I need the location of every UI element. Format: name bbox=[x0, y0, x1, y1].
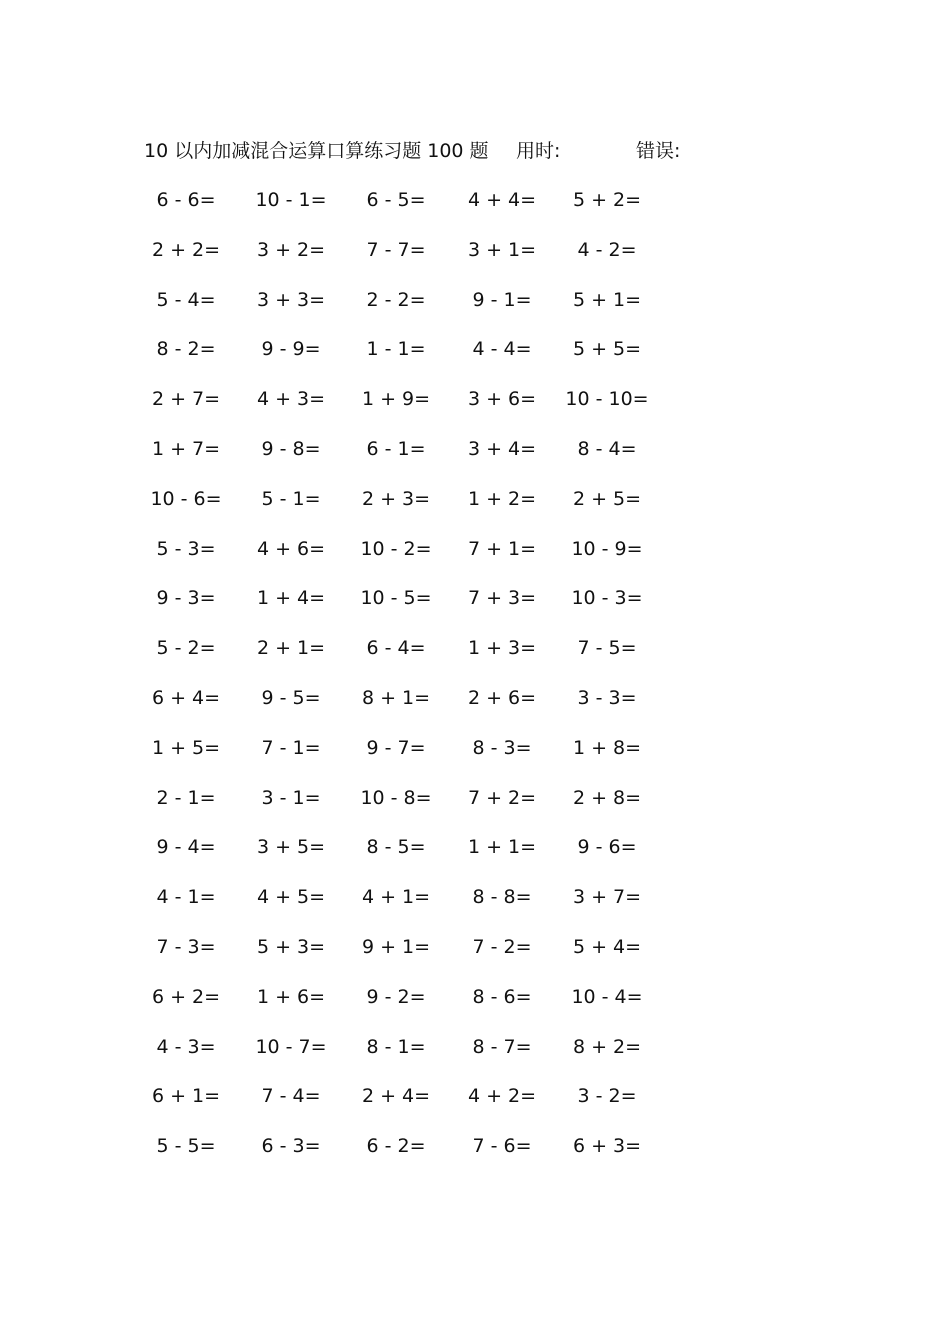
problem-item: 8 - 8= bbox=[472, 886, 532, 909]
problem-item: 10 - 7= bbox=[255, 1035, 327, 1058]
problem-item: 9 - 5= bbox=[261, 686, 321, 709]
problem-item: 4 - 4= bbox=[472, 338, 532, 361]
problem-item: 7 + 3= bbox=[467, 587, 537, 610]
problem-item: 6 - 1= bbox=[366, 437, 426, 460]
problem-item: 5 + 2= bbox=[572, 189, 642, 211]
problem-item: 4 + 3= bbox=[256, 388, 326, 411]
problem-item: 8 - 7= bbox=[472, 1035, 532, 1058]
problem-item: 8 - 5= bbox=[366, 836, 426, 859]
problem-item: 4 + 4= bbox=[467, 189, 537, 211]
problem-item: 6 + 4= bbox=[151, 686, 221, 709]
problem-item: 2 + 3= bbox=[361, 487, 431, 510]
problem-item: 1 + 6= bbox=[256, 985, 326, 1008]
problem-row bbox=[140, 435, 680, 485]
problem-item: 10 - 5= bbox=[360, 587, 432, 610]
problem-item: 9 - 7= bbox=[366, 736, 426, 759]
problem-item: 6 + 2= bbox=[151, 985, 221, 1008]
problem-item: 9 - 4= bbox=[156, 836, 216, 859]
problem-item: 2 + 1= bbox=[256, 637, 326, 660]
problem-row bbox=[140, 1082, 680, 1132]
problem-item: 4 + 5= bbox=[256, 886, 326, 909]
problem-row bbox=[140, 286, 680, 336]
problem-item: 1 + 7= bbox=[151, 437, 221, 460]
problem-row bbox=[140, 236, 680, 286]
problem-item: 3 + 1= bbox=[467, 238, 537, 261]
problem-item: 2 + 5= bbox=[572, 487, 642, 510]
problem-item: 10 - 8= bbox=[360, 786, 432, 809]
problem-item: 2 + 6= bbox=[467, 686, 537, 709]
problem-item: 1 - 1= bbox=[366, 338, 426, 361]
problem-item: 7 + 1= bbox=[467, 537, 537, 560]
problem-item: 10 - 1= bbox=[255, 189, 327, 211]
problem-item: 8 - 1= bbox=[366, 1035, 426, 1058]
time-spent-label: 用时: bbox=[516, 140, 561, 162]
problem-item: 2 + 8= bbox=[572, 786, 642, 809]
problem-item: 5 + 4= bbox=[572, 935, 642, 958]
problem-row bbox=[140, 634, 680, 684]
problem-row bbox=[140, 734, 680, 784]
problem-item: 8 - 3= bbox=[472, 736, 532, 759]
problem-row bbox=[140, 485, 680, 535]
problem-item: 3 + 6= bbox=[467, 388, 537, 411]
problem-item: 9 - 8= bbox=[261, 437, 321, 460]
problem-item: 10 - 6= bbox=[150, 487, 222, 510]
problem-row bbox=[140, 833, 680, 883]
problem-item: 3 + 5= bbox=[256, 836, 326, 859]
problem-row bbox=[140, 684, 680, 734]
problem-item: 4 - 2= bbox=[577, 238, 637, 261]
problem-item: 8 - 2= bbox=[156, 338, 216, 361]
problem-item: 10 - 2= bbox=[360, 537, 432, 560]
worksheet-title: 10 以内加减混合运算口算练习题 100 题 bbox=[144, 140, 489, 162]
problem-item: 2 - 2= bbox=[366, 288, 426, 311]
problem-item: 7 - 2= bbox=[472, 935, 532, 958]
problem-item: 7 + 2= bbox=[467, 786, 537, 809]
problem-item: 4 + 6= bbox=[256, 537, 326, 560]
problem-item: 3 + 4= bbox=[467, 437, 537, 460]
problem-row bbox=[140, 933, 680, 983]
problem-item: 5 - 2= bbox=[156, 637, 216, 660]
problem-item: 3 + 3= bbox=[256, 288, 326, 311]
problem-item: 8 - 4= bbox=[577, 437, 637, 460]
problem-item: 5 + 5= bbox=[572, 338, 642, 361]
problem-item: 1 + 9= bbox=[361, 388, 431, 411]
problem-item: 2 + 7= bbox=[151, 388, 221, 411]
problem-item: 1 + 3= bbox=[467, 637, 537, 660]
problem-item: 4 - 1= bbox=[156, 886, 216, 909]
problem-item: 7 - 6= bbox=[472, 1135, 532, 1158]
problem-item: 6 - 5= bbox=[366, 189, 426, 211]
problem-item: 9 - 1= bbox=[472, 288, 532, 311]
problem-row bbox=[140, 186, 680, 236]
problem-item: 10 - 9= bbox=[571, 537, 643, 560]
problem-item: 5 + 1= bbox=[572, 288, 642, 311]
problem-item: 3 - 3= bbox=[577, 686, 637, 709]
errors-label: 错误: bbox=[636, 140, 681, 162]
problem-item: 5 - 4= bbox=[156, 288, 216, 311]
problem-item: 10 - 4= bbox=[571, 985, 643, 1008]
problem-row bbox=[140, 784, 680, 834]
problem-item: 4 - 3= bbox=[156, 1035, 216, 1058]
problem-item: 8 + 1= bbox=[361, 686, 431, 709]
problem-item: 1 + 1= bbox=[467, 836, 537, 859]
problem-item: 4 + 2= bbox=[467, 1085, 537, 1108]
problem-row bbox=[140, 584, 680, 634]
problem-item: 3 - 2= bbox=[577, 1085, 637, 1108]
problem-item: 5 - 3= bbox=[156, 537, 216, 560]
problem-item: 9 + 1= bbox=[361, 935, 431, 958]
problem-item: 6 - 2= bbox=[366, 1135, 426, 1158]
problem-item: 9 - 3= bbox=[156, 587, 216, 610]
problem-item: 3 + 7= bbox=[572, 886, 642, 909]
problem-item: 5 - 1= bbox=[261, 487, 321, 510]
problem-row bbox=[140, 1132, 680, 1182]
problem-item: 6 + 1= bbox=[151, 1085, 221, 1108]
problem-item: 9 - 9= bbox=[261, 338, 321, 361]
problem-item: 9 - 6= bbox=[577, 836, 637, 859]
problem-item: 3 - 1= bbox=[261, 786, 321, 809]
problem-item: 1 + 8= bbox=[572, 736, 642, 759]
problem-item: 1 + 5= bbox=[151, 736, 221, 759]
problem-item: 6 - 4= bbox=[366, 637, 426, 660]
problem-item: 5 + 3= bbox=[256, 935, 326, 958]
problem-row bbox=[140, 535, 680, 585]
problem-item: 6 + 3= bbox=[572, 1135, 642, 1158]
problem-item: 9 - 2= bbox=[366, 985, 426, 1008]
problem-item: 2 + 4= bbox=[361, 1085, 431, 1108]
problem-row bbox=[140, 883, 680, 933]
problem-item: 1 + 2= bbox=[467, 487, 537, 510]
problem-item: 7 - 1= bbox=[261, 736, 321, 759]
problem-item: 10 - 10= bbox=[565, 388, 649, 411]
problem-row bbox=[140, 335, 680, 385]
problem-item: 7 - 4= bbox=[261, 1085, 321, 1108]
problem-item: 3 + 2= bbox=[256, 238, 326, 261]
problem-item: 2 + 2= bbox=[151, 238, 221, 261]
problem-item: 8 + 2= bbox=[572, 1035, 642, 1058]
problem-grid bbox=[140, 186, 680, 1182]
problem-item: 10 - 3= bbox=[571, 587, 643, 610]
problem-item: 4 + 1= bbox=[361, 886, 431, 909]
problem-item: 5 - 5= bbox=[156, 1135, 216, 1158]
problem-item: 7 - 5= bbox=[577, 637, 637, 660]
problem-row bbox=[140, 983, 680, 1033]
problem-item: 6 - 3= bbox=[261, 1135, 321, 1158]
problem-row bbox=[140, 1033, 680, 1083]
problem-item: 7 - 3= bbox=[156, 935, 216, 958]
problem-item: 7 - 7= bbox=[366, 238, 426, 261]
problem-item: 2 - 1= bbox=[156, 786, 216, 809]
problem-item: 6 - 6= bbox=[156, 189, 216, 211]
problem-row bbox=[140, 385, 680, 435]
problem-item: 8 - 6= bbox=[472, 985, 532, 1008]
problem-item: 1 + 4= bbox=[256, 587, 326, 610]
